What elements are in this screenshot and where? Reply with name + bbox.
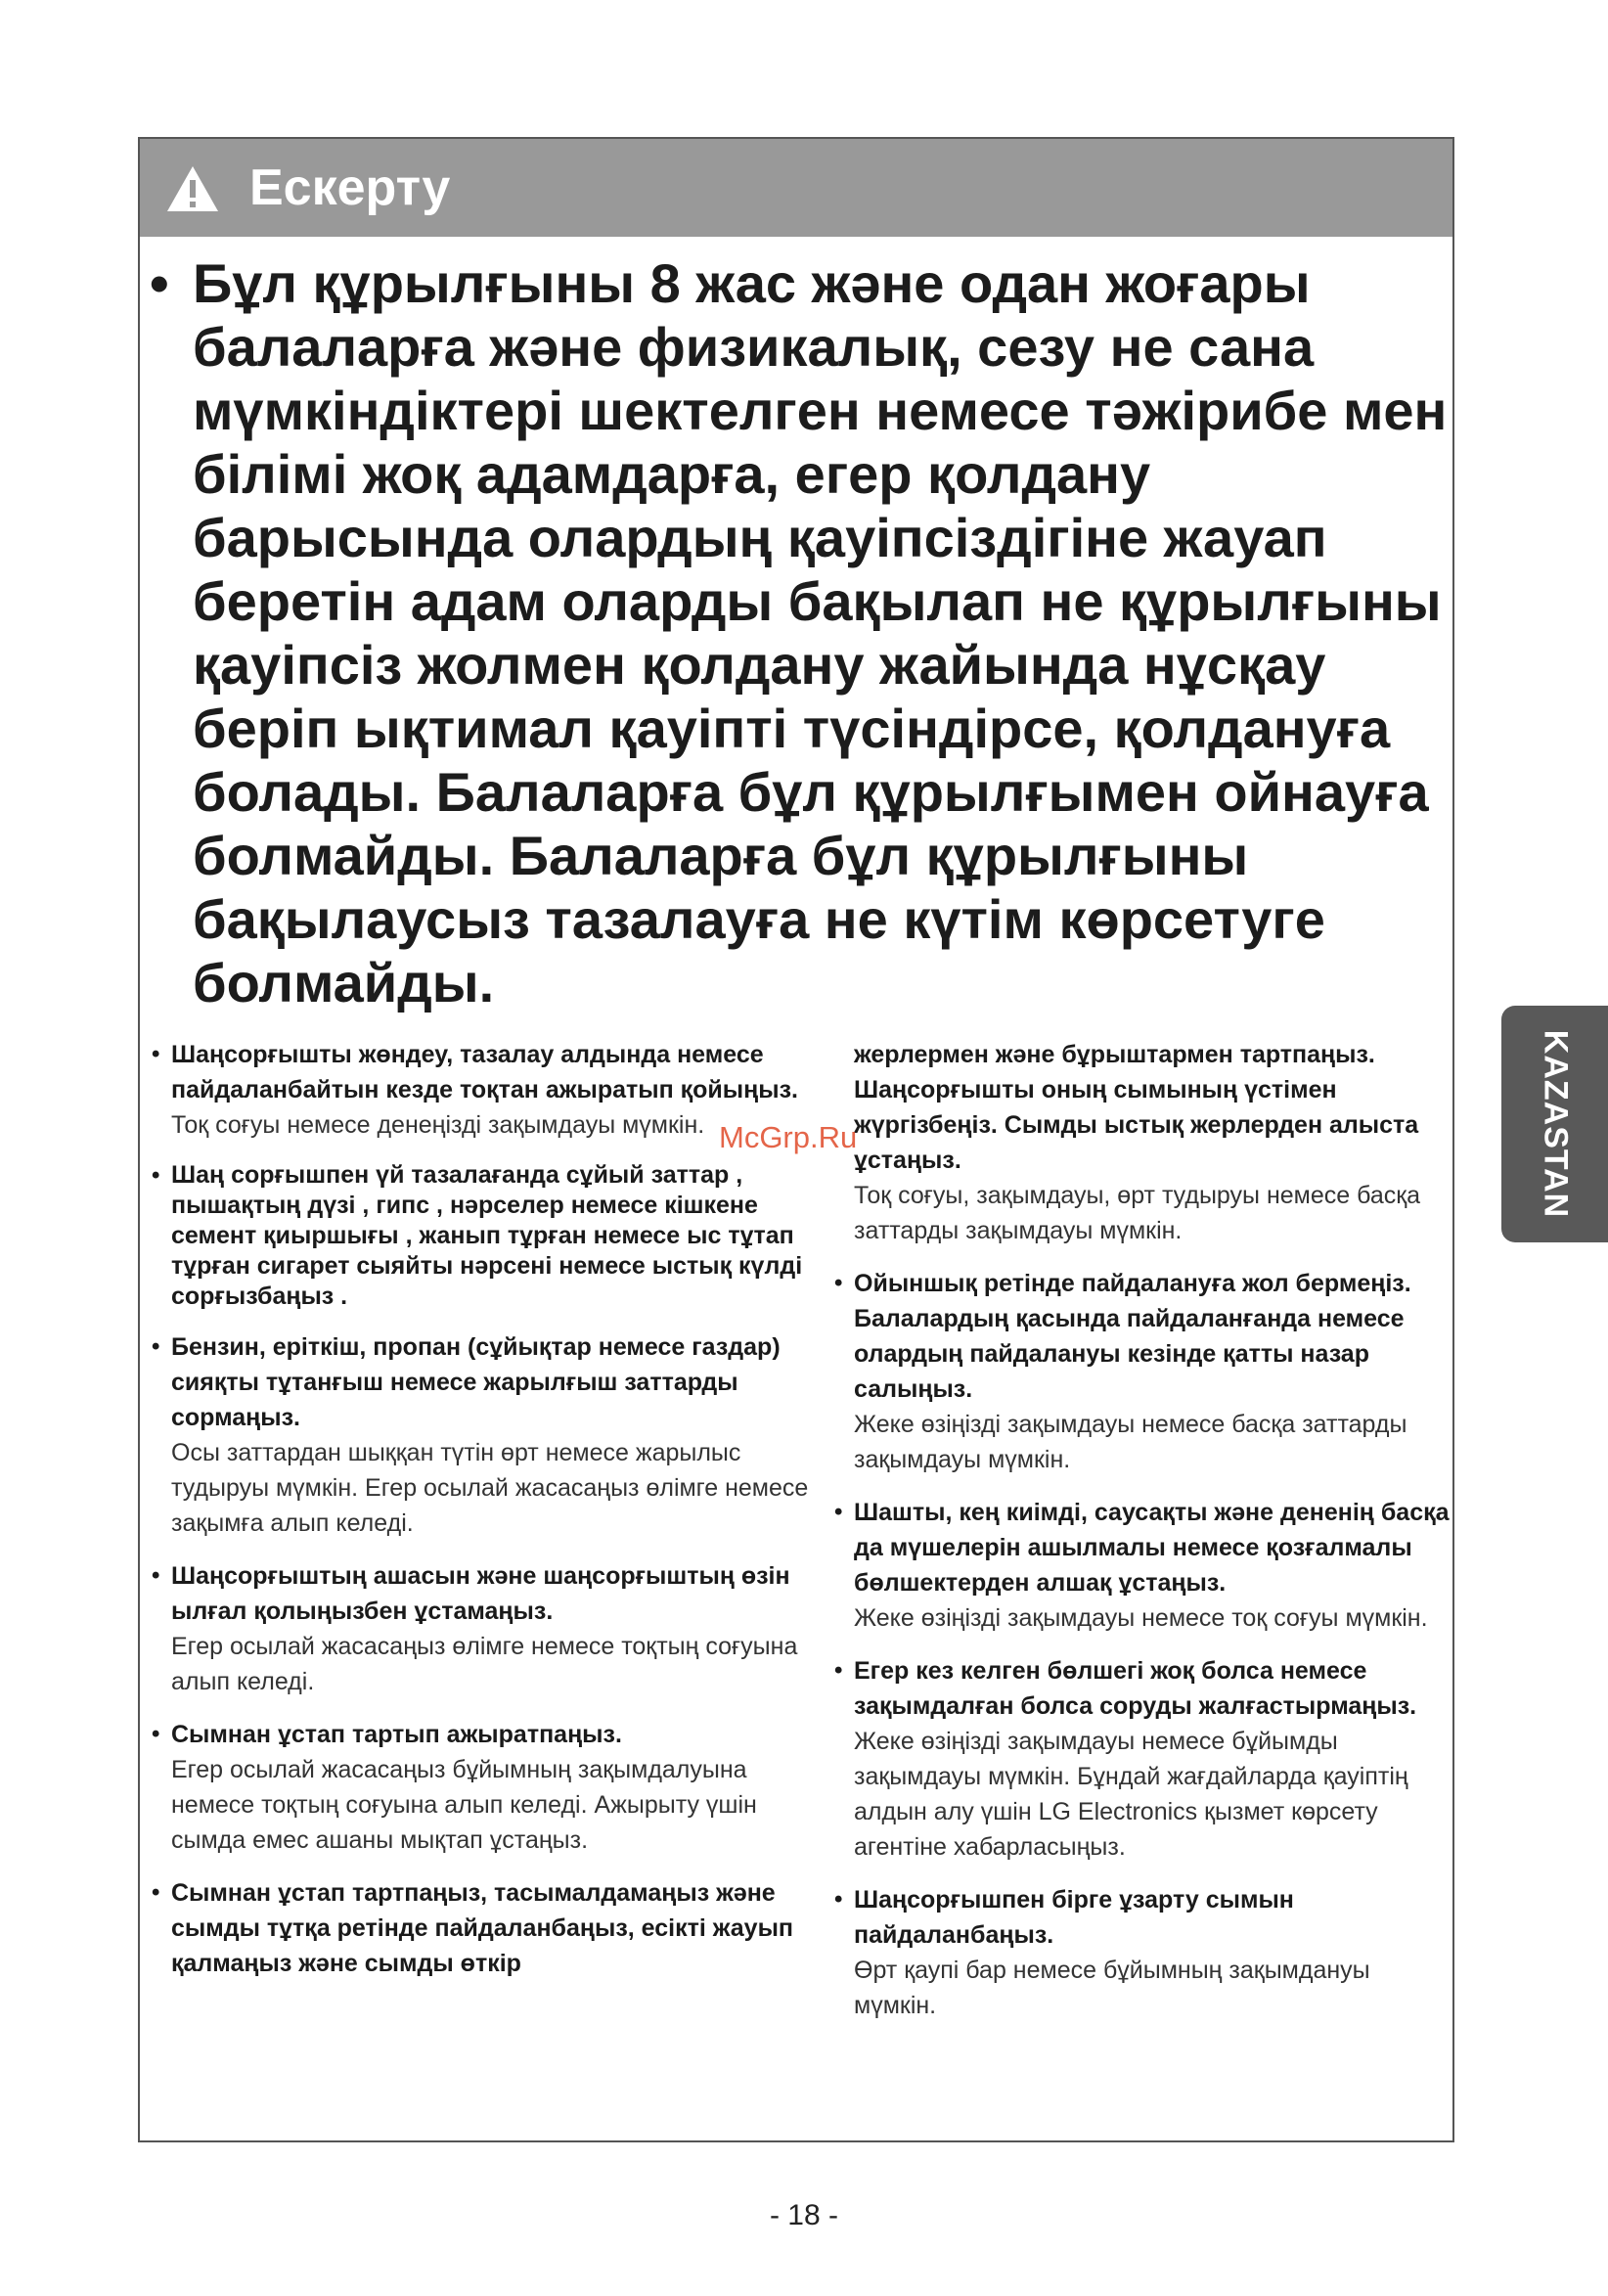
language-side-tab [1501, 1006, 1608, 1242]
right-column [834, 1037, 1451, 2041]
list-item: • Бензин, еріткіш, пропан (сұйықтар немесе газдар) сияқты тұтанғыш немесе жарылғыш заттарды сормаңыз. Осы заттардан шыққан түтін өрт немесе жарылыс тудыруы мүмкін. Егер осылай жасасаңыз өлімге немесе зақымға алып келеді. [152, 1329, 812, 1541]
watermark: McGrp.Ru [719, 1120, 858, 1154]
item-normal-text: Егер осылай жасасаңыз өлімге немесе тоқтың соғуына алып келеді. [171, 1633, 798, 1695]
item-normal-text: Жеке өзіңізді зақымдауы немесе басқа заттарды зақымдауы мүмкін. [854, 1411, 1407, 1473]
warning-title: Ескерту [249, 159, 451, 216]
item-bold-text: Шашты, кең киімді, саусақты және дененің басқа да мүшелерін ашылмалы немесе қозғалмалы бөлшектерден алшақ ұстаңыз. [854, 1499, 1450, 1597]
list-item: • Сымнан ұстап тартып ажыратпаңыз. Егер осылай жасасаңыз бұйымның зақымдалуына немесе тоқтың соғуына алып келеді. Ажырыту үшін сымда емес ашаны мықтап ұстаңыз. [152, 1717, 812, 1858]
item-bold-text: Ойыншық ретінде пайдалануға жол бермеңіз. Балалардың қасында пайдаланғанда немесе олардың пайдалануы кезінде қатты назар салыңыз. [854, 1270, 1411, 1403]
list-item: • Шаң сорғышпен үй тазалағанда сұйый заттар , пышақтың дүзі , гипс , нәрселер немесе кішкене семент қиыршығы , жанып тұрған немесе ыс тұтап тұрған сигарет сыяйты нәрсені немесе ыстық күлді сорғызбаңыз . [152, 1160, 812, 1312]
warning-triangle-icon [165, 164, 220, 213]
item-bold-text: Шаң сорғышпен үй тазалағанда сұйый заттар , пышақтың дүзі , гипс , нәрселер немесе кішкене семент қиыршығы , жанып тұрған немесе ыс тұтап тұрған сигарет сыяйты нәрсені немесе ыстық күлді сорғызбаңыз . [171, 1161, 803, 1310]
main-warning-text: Бұл құрылғыны 8 жас және одан жоғары балаларға және физикалық, сезу не сана мүмкіндіктері шектелген немесе тәжірибе мен білімі жоқ адамдарға, егер қолдану барысында олардың қауіпсіздігіне жауап беретін адам оларды бақылап не құрылғыны қауіпсіз жолмен қолдану жайында нұсқау беріп ықтимал қауіпті түсіндірсе, қолдануға болады. Балаларға бұл құрылғымен ойнауға болмайды. Балаларға бұл құрылғыны бақылаусыз тазалауға не күтім көрсетуге болмайды. [193, 252, 1448, 1013]
item-normal-text: Өрт қаупі бар немесе бұйымның зақымдануы мүмкін. [854, 1957, 1370, 2019]
item-bold-text: Егер кез келген бөлшегі жоқ болса немесе зақымдалған болса соруды жалғастырмаңыз. [854, 1657, 1417, 1720]
item-bold-text: Шаңсорғышты жөндеу, тазалау алдында немесе пайдаланбайтын кезде тоқтан ажыратып қойыңыз. [171, 1041, 798, 1103]
list-item: • Шаңсорғышпен бірге ұзарту сымын пайдаланбаңыз. Өрт қаупі бар немесе бұйымның зақымдануы мүмкін. [834, 1882, 1451, 2023]
page-number: - 18 - [769, 2199, 839, 2231]
list-item: • Ойыншық ретінде пайдалануға жол бермеңіз. Балалардың қасында пайдаланғанда немесе олардың пайдалануы кезінде қатты назар салыңыз. Жеке өзіңізді зақымдауы немесе басқа заттарды зақымдауы мүмкін. [834, 1266, 1451, 1477]
item-normal-text: Жеке өзіңізді зақымдауы немесе тоқ соғуы мүмкін. [854, 1604, 1428, 1632]
item-normal-text: Тоқ соғуы немесе денеңізді зақымдауы мүмкін. [171, 1111, 705, 1139]
list-item: • Сымнан ұстап тартпаңыз, тасымалдамаңыз және сымды тұтқа ретінде пайдаланбаңыз, есікті жауып қалмаңыз және сымды өткір [152, 1875, 812, 1981]
item-normal-text: Осы заттардан шыққан түтін өрт немесе жарылыс тудыруы мүмкін. Егер осылай жасасаңыз өлімге немесе зақымға алып келеді. [171, 1439, 809, 1537]
item-bold-text: Сымнан ұстап тартып ажыратпаңыз. [171, 1721, 622, 1748]
item-bold-text: жерлермен және бұрыштармен тартпаңыз. Шаңсорғышты оның сымының үстімен жүргізбеңіз. Сымды ыстық жерлерден алыста ұстаңыз. [854, 1041, 1419, 1174]
item-normal-text: Егер осылай жасасаңыз бұйымның зақымдалуына немесе тоқтың соғуына алып келеді. Ажырыту үшін сымда емес ашаны мықтап ұстаңыз. [171, 1756, 757, 1854]
item-bold-text: Шаңсорғышпен бірге ұзарту сымын пайдаланбаңыз. [854, 1886, 1294, 1949]
item-normal-text: Жеке өзіңізді зақымдауы немесе бұйымды зақымдауы мүмкін. Бұндай жағдайларда қауіптің алдын алу үшін LG Electronics қызмет көрсету агентіне хабарласыңыз. [854, 1728, 1408, 1861]
list-item: • Шашты, кең киімді, саусақты және дененің басқа да мүшелерін ашылмалы немесе қозғалмалы бөлшектерден алшақ ұстаңыз. Жеке өзіңізді зақымдауы немесе тоқ соғуы мүмкін. [834, 1495, 1451, 1636]
side-tab-label: KAZASTAN [1537, 1029, 1574, 1219]
list-item: • Шаңсорғышты жөндеу, тазалау алдында немесе пайдаланбайтын кезде тоқтан ажыратып қойыңыз. Тоқ соғуы немесе денеңізді зақымдауы мүмкін. [152, 1037, 812, 1143]
list-item: • Егер кез келген бөлшегі жоқ болса немесе зақымдалған болса соруды жалғастырмаңыз. Жеке өзіңізді зақымдауы немесе бұйымды зақымдауы мүмкін. Бұндай жағдайларда қауіптің алдын алу үшін LG Electronics қызмет көрсету агентіне хабарласыңыз. [834, 1653, 1451, 1865]
item-bold-text: Сымнан ұстап тартпаңыз, тасымалдамаңыз және сымды тұтқа ретінде пайдаланбаңыз, есікті жауып қалмаңыз және сымды өткір [171, 1879, 794, 1977]
list-item-continuation [834, 1037, 1451, 1248]
item-bold-text: Шаңсорғыштың ашасын және шаңсорғыштың өзін ылғал қолыңызбен ұстамаңыз. [171, 1562, 790, 1625]
item-bold-text: Бензин, еріткіш, пропан (сұйықтар немесе газдар) сияқты тұтанғыш немесе жарылғыш заттарды сормаңыз. [171, 1333, 781, 1431]
bullet: • [150, 252, 169, 314]
item-normal-text: Тоқ соғуы, зақымдауы, өрт тудыруы немесе басқа заттарды зақымдауы мүмкін. [854, 1182, 1421, 1244]
list-item: • Шаңсорғыштың ашасын және шаңсорғыштың өзін ылғал қолыңызбен ұстамаңыз. Егер осылай жасасаңыз өлімге немесе тоқтың соғуына алып келеді. [152, 1558, 812, 1699]
warning-header [140, 139, 1452, 237]
left-column [152, 1037, 812, 1999]
